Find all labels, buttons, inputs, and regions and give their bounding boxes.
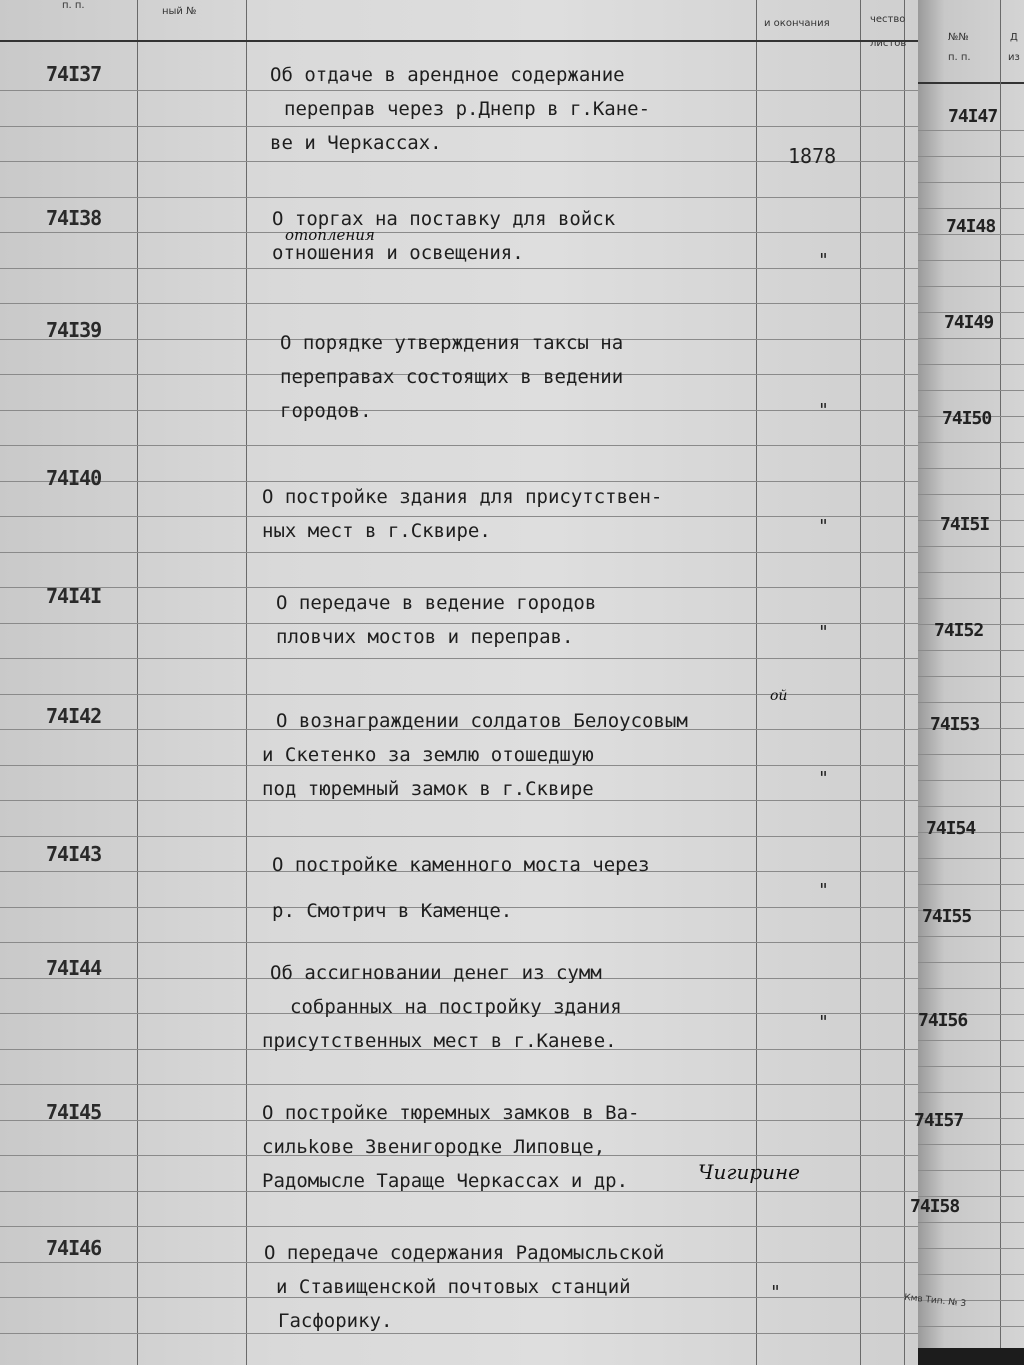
entry-text	[262, 956, 622, 1058]
entry-line: сильkове Звенигородке Липовце,	[262, 1136, 606, 1158]
entry-line: пловчих мостов и переправ.	[276, 626, 574, 648]
entry-line: под тюремный замок в г.Сквире	[262, 778, 594, 800]
ruled-line	[0, 1226, 918, 1227]
ditto-mark: "	[818, 768, 829, 789]
handwritten-correction: Чигирине	[698, 1160, 801, 1184]
ruled-line	[918, 702, 1024, 703]
ditto-mark: "	[818, 880, 829, 901]
handwritten-correction: ой	[770, 688, 788, 704]
entry-line: ве и Черкассах.	[270, 132, 442, 154]
entry-text	[262, 704, 688, 806]
entry-line: ных мест в г.Сквире.	[262, 520, 491, 542]
header-rule	[918, 82, 1024, 84]
entry-line: городов.	[280, 400, 372, 422]
right-page	[903, 0, 1024, 1348]
item-number: 74I37	[46, 62, 102, 86]
item-number: 74I45	[46, 1100, 102, 1124]
entry-text	[270, 58, 650, 160]
ruled-line	[918, 468, 1024, 469]
item-number: 74I54	[926, 818, 976, 839]
entry-line: собранных на постройку здания	[290, 996, 622, 1018]
ruled-line	[918, 156, 1024, 157]
entry-text	[264, 1236, 664, 1338]
ruled-line	[918, 338, 1024, 339]
ruled-line	[918, 286, 1024, 287]
ruled-line	[918, 1170, 1024, 1171]
entry-line: О вознаграждении солдатов Белоусовым	[276, 710, 688, 732]
item-number: 74I50	[942, 408, 992, 429]
item-number: 74I56	[918, 1010, 968, 1031]
ditto-mark: "	[818, 1012, 829, 1033]
ruled-line	[0, 942, 918, 943]
ruled-line	[0, 552, 918, 553]
entry-line: О торгах на поставку для войск	[272, 208, 616, 230]
header-col-end: и окончания	[764, 18, 830, 29]
ruled-line	[918, 962, 1024, 963]
ruled-line	[918, 1040, 1024, 1041]
ruled-line	[918, 1092, 1024, 1093]
item-number: 74I38	[46, 206, 102, 230]
ruled-line	[918, 182, 1024, 183]
item-number: 74I47	[948, 106, 998, 127]
entry-line: переправах состоящих в ведении	[280, 366, 624, 388]
entry-line: О постройке тюремных замков в Ва-	[262, 1102, 640, 1124]
year-mark: 1878	[788, 144, 837, 168]
item-number: 74I55	[922, 906, 972, 927]
ruled-line	[918, 1066, 1024, 1067]
item-number: 74I58	[910, 1196, 960, 1217]
ruled-line	[918, 650, 1024, 651]
ditto-mark: "	[818, 516, 829, 537]
entry-line: О передаче содержания Радомысльской	[264, 1242, 665, 1264]
ruled-line	[918, 780, 1024, 781]
printer-mark: Кмв Тип. № 3	[903, 1292, 967, 1310]
ruled-line	[918, 1144, 1024, 1145]
ruled-line	[918, 572, 1024, 573]
ruled-line	[918, 546, 1024, 547]
ruled-line	[0, 658, 918, 659]
ruled-line	[918, 1326, 1024, 1327]
column-divider	[904, 0, 905, 1365]
ruled-line	[918, 988, 1024, 989]
column-divider	[246, 0, 247, 1365]
item-number: 74I48	[946, 216, 996, 237]
entry-text	[262, 480, 662, 548]
entry-line: О постройке здания для присутствен-	[262, 486, 663, 508]
entry-line: отношения и освещения.	[272, 242, 524, 264]
ruled-line	[918, 858, 1024, 859]
column-divider	[1000, 0, 1001, 1348]
entry-line: присутственных мест в г.Каневе.	[262, 1030, 617, 1052]
entry-text	[272, 842, 650, 934]
item-number: 74I52	[934, 620, 984, 641]
ruled-line	[918, 494, 1024, 495]
item-number: 74I39	[46, 318, 102, 342]
entry-text	[276, 586, 596, 654]
ruled-line	[918, 754, 1024, 755]
item-number: 74I4I	[46, 584, 102, 608]
item-number: 74I57	[914, 1110, 964, 1131]
entry-line: р. Смотрич в Каменце.	[272, 900, 513, 922]
right-header-num-2: п. п.	[948, 52, 971, 63]
ruled-line	[918, 936, 1024, 937]
item-number: 74I49	[944, 312, 994, 333]
column-divider	[860, 0, 861, 1365]
entry-line: Радомысле Тараще Черкассах и др.	[262, 1170, 629, 1192]
item-number: 74I44	[46, 956, 102, 980]
ruled-line	[918, 442, 1024, 443]
ruled-line	[918, 390, 1024, 391]
ruled-line	[918, 130, 1024, 131]
ruled-line	[0, 445, 918, 446]
ruled-line	[0, 197, 918, 198]
header-col-inv: ный №	[162, 6, 197, 17]
ruled-line	[918, 884, 1024, 885]
entry-line: и Ставищенской почтовых станций	[276, 1276, 631, 1298]
item-number: 74I5I	[940, 514, 990, 535]
column-divider	[137, 0, 138, 1365]
entry-line: переправ через р.Днепр в г.Кане-	[284, 98, 651, 120]
handwritten-correction: отопления	[285, 226, 375, 244]
entry-text	[280, 326, 623, 428]
ditto-mark: "	[770, 1282, 781, 1303]
entry-line: О постройке каменного моста через	[272, 854, 650, 876]
entry-text	[272, 202, 615, 270]
header-col-sheets-1: чество	[870, 14, 906, 25]
item-number: 74I40	[46, 466, 102, 490]
ruled-line	[918, 1248, 1024, 1249]
entry-line: Об отдаче в арендное содержание	[270, 64, 625, 86]
ditto-mark: "	[818, 400, 829, 421]
ruled-line	[0, 1084, 918, 1085]
ditto-mark: "	[818, 250, 829, 271]
ruled-line	[0, 161, 918, 162]
item-number: 74I43	[46, 842, 102, 866]
item-number: 74I53	[930, 714, 980, 735]
entry-line: Гасфорику.	[278, 1310, 393, 1332]
header-col-sheets-2: листов	[870, 38, 907, 49]
ruled-line	[918, 806, 1024, 807]
ruled-line	[918, 260, 1024, 261]
entry-line: Об ассигновании денег из сумм	[270, 962, 602, 984]
ruled-line	[918, 1274, 1024, 1275]
header-col-num: п. п.	[62, 0, 85, 11]
entry-text	[262, 1096, 640, 1198]
ruled-line	[0, 836, 918, 837]
right-header-col-2: из	[1008, 52, 1020, 63]
header-rule	[0, 40, 918, 42]
right-header-col-1: Д	[1010, 32, 1018, 43]
ruled-line	[918, 598, 1024, 599]
right-header-num-1: №№	[948, 32, 969, 43]
entry-line: и Скетенко за землю отошедшую	[262, 744, 594, 766]
item-number: 74I42	[46, 704, 102, 728]
entry-line: О передаче в ведение городов	[276, 592, 597, 614]
item-number: 74I46	[46, 1236, 102, 1260]
ditto-mark: "	[818, 622, 829, 643]
ruled-line	[918, 208, 1024, 209]
ruled-line	[918, 364, 1024, 365]
ruled-line	[0, 303, 918, 304]
ruled-line	[918, 1222, 1024, 1223]
entry-line: О порядке утверждения таксы на	[280, 332, 624, 354]
ruled-line	[918, 676, 1024, 677]
